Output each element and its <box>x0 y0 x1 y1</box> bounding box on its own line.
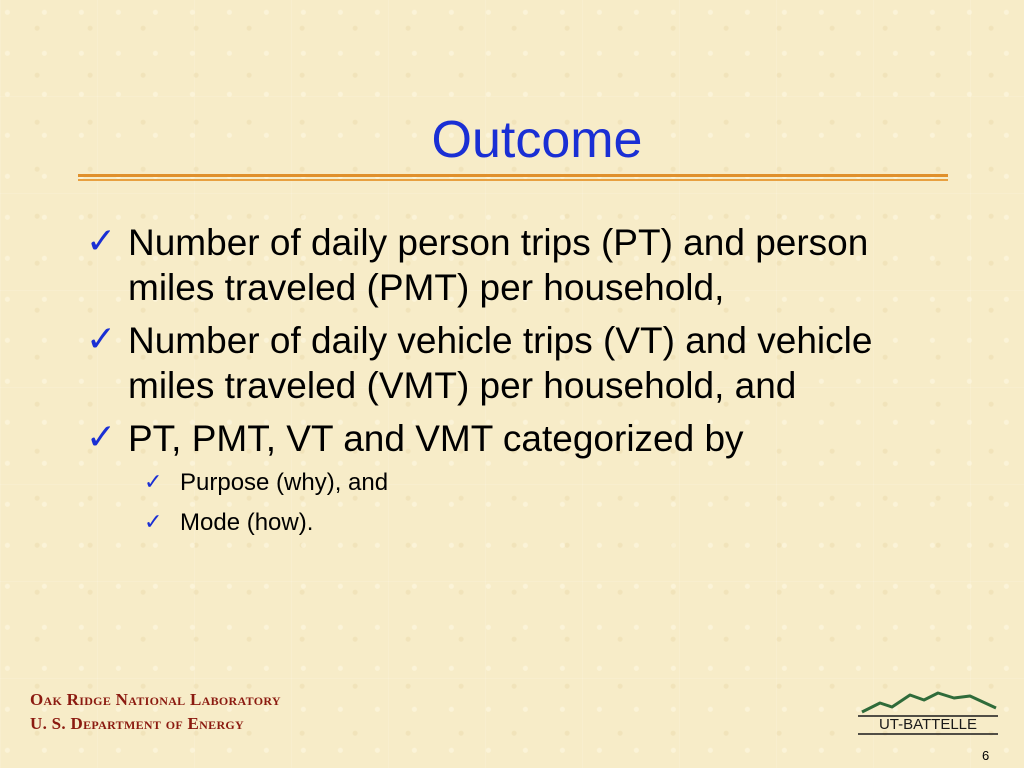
checkmark-icon: ✓ <box>86 319 117 360</box>
checkmark-icon: ✓ <box>86 221 117 262</box>
org-department: U. S. Department of Energy <box>30 714 245 733</box>
bullet-list <box>86 220 886 543</box>
bullet-item <box>86 318 886 408</box>
checkmark-icon: ✓ <box>144 470 163 495</box>
bullet-text: PT, PMT, VT and VMT categorized by <box>128 418 744 459</box>
sub-bullet-item <box>86 463 886 503</box>
bullet-item <box>86 416 886 461</box>
slide-title: Outcome <box>431 111 643 169</box>
sub-bullet-text: Mode (how). <box>180 509 314 536</box>
org-name: Oak Ridge National Laboratory <box>30 690 281 709</box>
sub-bullet-item <box>86 503 886 543</box>
logo-text: UT-BATTELLE <box>878 716 978 733</box>
sub-bullet-text: Purpose (why), and <box>180 469 389 496</box>
bullet-text: Number of daily person trips (PT) and person miles traveled (PMT) per household, <box>128 222 869 308</box>
page-number: 6 <box>982 748 990 763</box>
checkmark-icon: ✓ <box>144 510 163 535</box>
organization-footer <box>30 688 281 736</box>
title-divider <box>78 174 948 182</box>
bullet-item <box>86 220 886 310</box>
checkmark-icon: ✓ <box>86 417 117 458</box>
bullet-text: Number of daily vehicle trips (VT) and vehicle miles traveled (VMT) per household, and <box>128 320 873 406</box>
ut-battelle-logo <box>858 690 998 736</box>
